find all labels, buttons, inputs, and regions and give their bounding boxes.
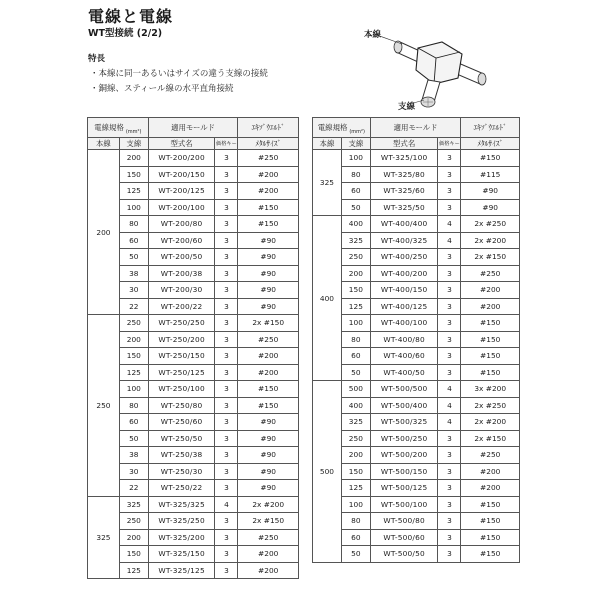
- price-key-cell: 4: [438, 397, 461, 414]
- metal-size-cell: #150: [461, 546, 520, 563]
- spec-table-left: [87, 117, 299, 579]
- table-row: [88, 562, 299, 579]
- model-cell: WT-500/50: [370, 546, 438, 563]
- table-row: [313, 216, 520, 233]
- metal-size-cell: 2x #250: [461, 397, 520, 414]
- table-row: [313, 364, 520, 381]
- header-model: 型式名: [370, 138, 438, 150]
- model-cell: WT-325/80: [370, 166, 438, 183]
- metal-size-cell: #150: [461, 150, 520, 167]
- header-mold: 適用モールド: [370, 118, 461, 138]
- model-cell: WT-250/22: [148, 480, 215, 497]
- metal-size-cell: #250: [461, 447, 520, 464]
- metal-size-cell: #150: [461, 348, 520, 365]
- metal-size-cell: #250: [238, 150, 299, 167]
- table-row: [88, 364, 299, 381]
- branch-wire-cell: 400: [341, 397, 370, 414]
- spec-table-right: [312, 117, 520, 563]
- model-cell: WT-400/125: [370, 298, 438, 315]
- table-row: [88, 447, 299, 464]
- features-section: [88, 52, 268, 97]
- price-key-cell: 3: [215, 381, 238, 398]
- metal-size-cell: 2x #200: [461, 414, 520, 431]
- branch-wire-cell: 60: [119, 414, 148, 431]
- table-row: [88, 265, 299, 282]
- table-row: [313, 331, 520, 348]
- metal-size-cell: #90: [238, 298, 299, 315]
- branch-wire-cell: 250: [341, 430, 370, 447]
- price-key-cell: 3: [215, 183, 238, 200]
- branch-wire-cell: 60: [341, 183, 370, 200]
- branch-wire-cell: 100: [341, 496, 370, 513]
- table-row: [88, 430, 299, 447]
- model-cell: WT-200/200: [148, 150, 215, 167]
- feature-item: ・本線に同一あるいはサイズの違う支線の接続: [90, 69, 268, 79]
- model-cell: WT-500/325: [370, 414, 438, 431]
- price-key-cell: 3: [438, 447, 461, 464]
- branch-wire-cell: 250: [341, 249, 370, 266]
- model-cell: WT-325/60: [370, 183, 438, 200]
- branch-wire-cell: 60: [119, 232, 148, 249]
- model-cell: WT-250/250: [148, 315, 215, 332]
- price-key-cell: 3: [215, 513, 238, 530]
- branch-wire-cell: 60: [341, 529, 370, 546]
- model-cell: WT-200/38: [148, 265, 215, 282]
- table-row: [88, 463, 299, 480]
- metal-size-cell: #90: [238, 232, 299, 249]
- model-cell: WT-500/125: [370, 480, 438, 497]
- metal-size-cell: #250: [461, 265, 520, 282]
- branch-wire-cell: 50: [119, 249, 148, 266]
- metal-size-cell: #200: [461, 463, 520, 480]
- model-cell: WT-500/400: [370, 397, 438, 414]
- metal-size-cell: 2x #200: [461, 232, 520, 249]
- price-key-cell: 3: [215, 265, 238, 282]
- metal-size-cell: #150: [461, 496, 520, 513]
- table-row: [313, 463, 520, 480]
- price-key-cell: 3: [438, 430, 461, 447]
- model-cell: WT-400/400: [370, 216, 438, 233]
- main-wire-cell: 325: [313, 150, 342, 216]
- table-row: [313, 315, 520, 332]
- branch-wire-cell: 200: [341, 265, 370, 282]
- metal-size-cell: #250: [238, 331, 299, 348]
- feature-item: ・銅線、スティール線の水平直角接続: [90, 84, 234, 94]
- price-key-cell: 3: [438, 348, 461, 365]
- header-metal-size: ﾒﾀﾙｻｲｽﾞ: [461, 138, 520, 150]
- model-cell: WT-400/60: [370, 348, 438, 365]
- metal-size-cell: #150: [238, 199, 299, 216]
- table-row: [88, 150, 299, 167]
- metal-size-cell: #150: [238, 381, 299, 398]
- price-key-cell: 3: [215, 447, 238, 464]
- table-row: [88, 232, 299, 249]
- branch-wire-cell: 125: [341, 298, 370, 315]
- price-key-cell: 3: [215, 166, 238, 183]
- table-row: [313, 150, 520, 167]
- price-key-cell: 4: [215, 496, 238, 513]
- table-row: [88, 348, 299, 365]
- table-row: [88, 480, 299, 497]
- price-key-cell: 3: [438, 282, 461, 299]
- model-cell: WT-250/125: [148, 364, 215, 381]
- model-cell: WT-200/30: [148, 282, 215, 299]
- model-cell: WT-250/200: [148, 331, 215, 348]
- price-key-cell: 3: [215, 562, 238, 579]
- price-key-cell: 3: [215, 529, 238, 546]
- branch-wire-cell: 200: [341, 447, 370, 464]
- branch-wire-cell: 100: [341, 150, 370, 167]
- price-key-cell: 3: [215, 364, 238, 381]
- branch-wire-cell: 100: [119, 199, 148, 216]
- price-key-cell: 3: [438, 183, 461, 200]
- header-wire-spec: 電線規格 $_{(mm^2)}$: [88, 118, 149, 138]
- price-key-cell: 3: [438, 150, 461, 167]
- model-cell: WT-200/100: [148, 199, 215, 216]
- table-row: [313, 232, 520, 249]
- table-row: [313, 265, 520, 282]
- metal-size-cell: #200: [238, 364, 299, 381]
- header-wire-spec: 電線規格 $_{(mm^2)}$: [313, 118, 371, 138]
- metal-size-cell: #150: [461, 315, 520, 332]
- model-cell: WT-200/80: [148, 216, 215, 233]
- model-cell: WT-325/200: [148, 529, 215, 546]
- branch-wire-cell: 125: [119, 562, 148, 579]
- metal-size-cell: #150: [461, 364, 520, 381]
- branch-wire-cell: 80: [341, 166, 370, 183]
- price-key-cell: 3: [438, 166, 461, 183]
- metal-size-cell: #90: [238, 480, 299, 497]
- table-row: [313, 447, 520, 464]
- model-cell: WT-400/80: [370, 331, 438, 348]
- header-metal-size: ﾒﾀﾙｻｲｽﾞ: [238, 138, 299, 150]
- price-key-cell: 3: [215, 150, 238, 167]
- metal-size-cell: #150: [238, 216, 299, 233]
- metal-size-cell: #90: [461, 199, 520, 216]
- table-row: [313, 529, 520, 546]
- model-cell: WT-200/150: [148, 166, 215, 183]
- model-cell: WT-250/38: [148, 447, 215, 464]
- model-cell: WT-250/30: [148, 463, 215, 480]
- metal-size-cell: 2x #250: [461, 216, 520, 233]
- table-row: [313, 348, 520, 365]
- price-key-cell: 3: [215, 232, 238, 249]
- branch-wire-cell: 22: [119, 298, 148, 315]
- model-cell: WT-325/50: [370, 199, 438, 216]
- table-row: [88, 414, 299, 431]
- model-cell: WT-200/125: [148, 183, 215, 200]
- price-key-cell: 3: [215, 315, 238, 332]
- header-exo: ｴｷｿﾞｳｴﾙﾄﾞ: [461, 118, 520, 138]
- table-row: [313, 298, 520, 315]
- header-branch: 支線: [119, 138, 148, 150]
- price-key-cell: 4: [438, 216, 461, 233]
- price-key-cell: 3: [438, 480, 461, 497]
- metal-size-cell: #150: [238, 397, 299, 414]
- branch-wire-cell: 80: [341, 513, 370, 530]
- branch-wire-cell: 150: [119, 546, 148, 563]
- model-cell: WT-400/200: [370, 265, 438, 282]
- metal-size-cell: #200: [238, 562, 299, 579]
- model-cell: WT-500/80: [370, 513, 438, 530]
- table-row: [313, 496, 520, 513]
- table-row: [313, 166, 520, 183]
- table-row: [313, 513, 520, 530]
- price-key-cell: 3: [215, 199, 238, 216]
- price-key-cell: 3: [215, 249, 238, 266]
- branch-wire-cell: 125: [119, 183, 148, 200]
- price-key-cell: 3: [438, 249, 461, 266]
- table-row: [313, 480, 520, 497]
- header-main: 本線: [313, 138, 342, 150]
- price-key-cell: 3: [438, 199, 461, 216]
- price-key-cell: 3: [438, 529, 461, 546]
- model-cell: WT-500/150: [370, 463, 438, 480]
- metal-size-cell: #200: [238, 546, 299, 563]
- model-cell: WT-500/250: [370, 430, 438, 447]
- metal-size-cell: #150: [461, 331, 520, 348]
- branch-wire-cell: 325: [119, 496, 148, 513]
- table-row: [88, 513, 299, 530]
- price-key-cell: 3: [215, 430, 238, 447]
- branch-wire-illustration: [421, 80, 440, 107]
- branch-wire-cell: 30: [119, 282, 148, 299]
- table-row: [88, 282, 299, 299]
- diagram-main-wire-label: 本線: [364, 30, 382, 40]
- metal-size-cell: 2x #200: [238, 496, 299, 513]
- price-key-cell: 3: [215, 414, 238, 431]
- branch-wire-cell: 100: [119, 381, 148, 398]
- metal-size-cell: #90: [238, 265, 299, 282]
- model-cell: WT-325/125: [148, 562, 215, 579]
- metal-size-cell: #90: [461, 183, 520, 200]
- model-cell: WT-250/100: [148, 381, 215, 398]
- table-row: [313, 199, 520, 216]
- header-exo: ｴｷｿﾞｳｴﾙﾄﾞ: [238, 118, 299, 138]
- model-cell: WT-400/250: [370, 249, 438, 266]
- table-row: [88, 546, 299, 563]
- metal-size-cell: #90: [238, 249, 299, 266]
- model-cell: WT-200/22: [148, 298, 215, 315]
- branch-wire-cell: 200: [119, 150, 148, 167]
- price-key-cell: 4: [438, 381, 461, 398]
- model-cell: WT-400/150: [370, 282, 438, 299]
- branch-wire-cell: 125: [341, 480, 370, 497]
- price-key-cell: 3: [438, 546, 461, 563]
- header-model: 型式名: [148, 138, 215, 150]
- metal-size-cell: #90: [238, 414, 299, 431]
- header-price-key: 価格キー: [215, 138, 238, 150]
- diagram-branch-wire-label: 支線: [398, 102, 416, 112]
- table-row: [313, 546, 520, 563]
- price-key-cell: 3: [438, 315, 461, 332]
- table-row: [313, 183, 520, 200]
- main-wire-cell: 500: [313, 381, 342, 563]
- header-branch: 支線: [341, 138, 370, 150]
- branch-wire-cell: 30: [119, 463, 148, 480]
- metal-size-cell: #90: [238, 430, 299, 447]
- model-cell: WT-500/500: [370, 381, 438, 398]
- table-row: [88, 298, 299, 315]
- branch-wire-cell: 80: [119, 216, 148, 233]
- price-key-cell: 3: [438, 265, 461, 282]
- branch-wire-cell: 200: [119, 331, 148, 348]
- table-row: [88, 216, 299, 233]
- branch-wire-cell: 150: [119, 348, 148, 365]
- model-cell: WT-500/200: [370, 447, 438, 464]
- branch-wire-cell: 500: [341, 381, 370, 398]
- metal-size-cell: #90: [238, 282, 299, 299]
- branch-wire-cell: 80: [341, 331, 370, 348]
- table-row: [313, 397, 520, 414]
- branch-wire-cell: 38: [119, 447, 148, 464]
- metal-size-cell: 2x #150: [238, 513, 299, 530]
- branch-wire-cell: 50: [341, 199, 370, 216]
- price-key-cell: 3: [215, 397, 238, 414]
- table-row: [88, 397, 299, 414]
- table-row: [88, 199, 299, 216]
- branch-wire-cell: 200: [119, 529, 148, 546]
- price-key-cell: 3: [215, 216, 238, 233]
- table-row: [313, 430, 520, 447]
- model-cell: WT-250/80: [148, 397, 215, 414]
- table-row: [313, 414, 520, 431]
- mold-block-illustration: [416, 42, 462, 84]
- price-key-cell: 4: [438, 232, 461, 249]
- branch-wire-cell: 100: [341, 315, 370, 332]
- model-cell: WT-500/100: [370, 496, 438, 513]
- price-key-cell: 3: [215, 282, 238, 299]
- main-wire-cell: 200: [88, 150, 120, 315]
- table-body: [313, 150, 520, 563]
- model-cell: WT-325/100: [370, 150, 438, 167]
- metal-size-cell: 2x #150: [461, 249, 520, 266]
- table-row: [88, 183, 299, 200]
- model-cell: WT-400/50: [370, 364, 438, 381]
- price-key-cell: 3: [215, 480, 238, 497]
- model-cell: WT-250/150: [148, 348, 215, 365]
- price-key-cell: 3: [215, 348, 238, 365]
- branch-wire-cell: 325: [341, 414, 370, 431]
- branch-wire-cell: 150: [341, 282, 370, 299]
- branch-wire-cell: 400: [341, 216, 370, 233]
- model-cell: WT-400/100: [370, 315, 438, 332]
- price-key-cell: 3: [215, 331, 238, 348]
- model-cell: WT-200/60: [148, 232, 215, 249]
- price-key-cell: 3: [215, 463, 238, 480]
- branch-wire-cell: 250: [119, 315, 148, 332]
- table-row: [313, 381, 520, 398]
- price-key-cell: 4: [438, 414, 461, 431]
- branch-wire-cell: 250: [119, 513, 148, 530]
- metal-size-cell: #150: [461, 513, 520, 530]
- metal-size-cell: 2x #150: [461, 430, 520, 447]
- branch-wire-cell: 50: [119, 430, 148, 447]
- main-wire-cell: 400: [313, 216, 342, 381]
- metal-size-cell: 2x #150: [238, 315, 299, 332]
- price-key-cell: 3: [438, 331, 461, 348]
- metal-size-cell: #200: [238, 183, 299, 200]
- price-key-cell: 3: [215, 298, 238, 315]
- metal-size-cell: #90: [238, 463, 299, 480]
- branch-wire-cell: 50: [341, 546, 370, 563]
- main-wire-cell: 250: [88, 315, 120, 497]
- branch-wire-cell: 325: [341, 232, 370, 249]
- metal-size-cell: #200: [238, 348, 299, 365]
- model-cell: WT-250/50: [148, 430, 215, 447]
- table-body: [88, 150, 299, 579]
- price-key-cell: 3: [438, 364, 461, 381]
- main-wire-cell: 325: [88, 496, 120, 579]
- table-row: [88, 249, 299, 266]
- metal-size-cell: #90: [238, 447, 299, 464]
- model-cell: WT-200/50: [148, 249, 215, 266]
- branch-wire-cell: 60: [341, 348, 370, 365]
- branch-wire-cell: 125: [119, 364, 148, 381]
- metal-size-cell: #200: [461, 282, 520, 299]
- page-subtitle: WT型接続 (2/2): [88, 28, 163, 39]
- branch-wire-cell: 150: [119, 166, 148, 183]
- branch-wire-cell: 38: [119, 265, 148, 282]
- model-cell: WT-325/325: [148, 496, 215, 513]
- price-key-cell: 3: [438, 298, 461, 315]
- price-key-cell: 3: [215, 546, 238, 563]
- branch-wire-cell: 22: [119, 480, 148, 497]
- model-cell: WT-250/60: [148, 414, 215, 431]
- model-cell: WT-325/150: [148, 546, 215, 563]
- branch-wire-cell: 50: [341, 364, 370, 381]
- table-row: [313, 282, 520, 299]
- metal-size-cell: #115: [461, 166, 520, 183]
- model-cell: WT-500/60: [370, 529, 438, 546]
- model-cell: WT-400/325: [370, 232, 438, 249]
- table-row: [88, 496, 299, 513]
- table-row: [313, 249, 520, 266]
- table-row: [88, 529, 299, 546]
- branch-wire-cell: 80: [119, 397, 148, 414]
- metal-size-cell: 3x #200: [461, 381, 520, 398]
- table-row: [88, 315, 299, 332]
- table-row: [88, 331, 299, 348]
- metal-size-cell: #150: [461, 529, 520, 546]
- branch-wire-cell: 150: [341, 463, 370, 480]
- metal-size-cell: #250: [238, 529, 299, 546]
- table-row: [88, 166, 299, 183]
- header-mold: 適用モールド: [148, 118, 238, 138]
- model-cell: WT-325/250: [148, 513, 215, 530]
- price-key-cell: 3: [438, 463, 461, 480]
- metal-size-cell: #200: [461, 480, 520, 497]
- table-row: [88, 381, 299, 398]
- features-title: 特長: [88, 54, 106, 64]
- header-main: 本線: [88, 138, 120, 150]
- metal-size-cell: #200: [461, 298, 520, 315]
- price-key-cell: 3: [438, 513, 461, 530]
- header-price-key: 価格キー: [438, 138, 461, 150]
- metal-size-cell: #200: [238, 166, 299, 183]
- price-key-cell: 3: [438, 496, 461, 513]
- page-title: 電線と電線: [88, 7, 174, 26]
